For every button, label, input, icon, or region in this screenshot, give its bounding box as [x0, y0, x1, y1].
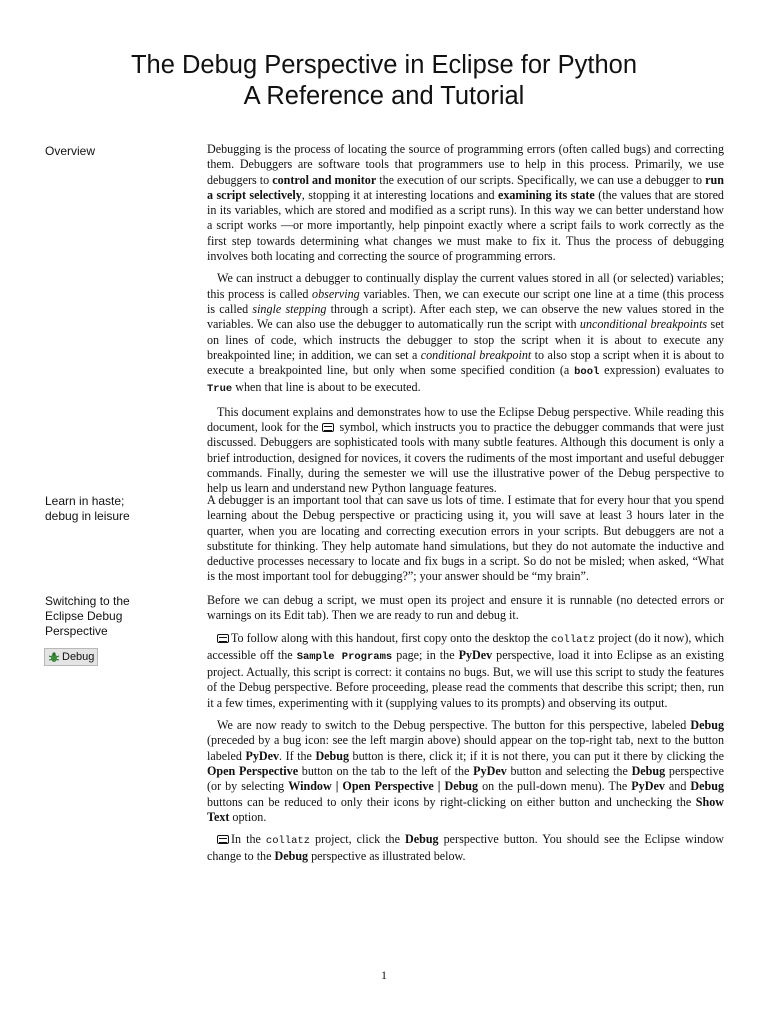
haste-paragraph-1: A debugger is an important tool that can save us lots of time. I estimate that for every hour that you spend learning about the Debug perspective or practicing using it, you will save at least 3 hours later in the quarter, when you are locating and correcting execution errors in your scripts. But debuggers are not a substitute for thinking. They help automate hand simulations, but they do not automate the inductive and deductive processes necessary to locate and fix bugs in a script. So do not be misled; when asked, “What is the most important tool for debugging?”; your answer should be “my brain”. [207, 493, 724, 584]
overview-paragraph-2: We can instruct a debugger to continually display the current values stored in all (or selected) variables; this process is called observing variables. Then, we can execute our script one line at a time (this process is called single stepping through a script). After each step, we can observe the new values stored in the variables. We can also use the debugger to automatically run the script with unconditional breakpoints set on lines of code, which instructs the debugger to stop the script when it is about to execute any breakpointed line; in addition, we can set a conditional breakpoint to also stop a script when it is about to execute a breakpointed line, but only when some specified condition (a bool expression) evaluates to True when that line is about to be executed. [207, 271, 724, 396]
switching-paragraph-1: Before we can debug a script, we must open its project and ensure it is runnable (no detected errors or warnings on its Edit tab). Then we are ready to run and debug it. [207, 593, 724, 623]
debug-perspective-button-image [44, 648, 98, 666]
overview-section [207, 142, 724, 504]
sidebar-heading-switching: Switching to the Eclipse Debug Perspective [45, 594, 130, 638]
switching-section [207, 593, 724, 872]
sidebar-heading-haste: Learn in haste; debug in leisure [45, 494, 130, 523]
title-line-1: The Debug Perspective in Eclipse for Python [130, 51, 637, 79]
title-line-2: A Reference and Tutorial [243, 82, 525, 110]
switching-paragraph-4: In the collatz project, click the Debug perspective button. You should see the Eclipse window change to the Debug perspective as illustrated below. [207, 832, 724, 864]
practice-hand-icon [322, 423, 334, 432]
sidebar-heading-overview: Overview [45, 144, 96, 158]
practice-hand-icon [217, 835, 229, 844]
haste-section [207, 493, 724, 592]
page-number: 1 [381, 968, 387, 982]
switching-paragraph-2: To follow along with this handout, first copy onto the desktop the collatz project (do it now), which accessible off the Sample Programs page; in the PyDev perspective, load it into Eclipse as an existing project. Actually, this script is correct: it contains no bugs. But, we will use this script to study the features of the Debug perspective. Before proceeding, please read the comments that describe this script; then, run it a few times, experimenting with it (supplying values to its prompts) and observing its output. [207, 630, 725, 710]
page-title [0, 50, 768, 112]
overview-paragraph-1: Debugging is the process of locating the source of programming errors (often called bugs) and correcting them. Debuggers are software tools that programmers use to help in this process. Primarily, we use debuggers to control and monitor the execution of our scripts. Specifically, we can use a debugger to run a script selectively, stopping it at interesting locations and examining its state (the values that are stored in its variables, which are stored and modified as a script runs). In this way we can better understand how a script works —or more importantly, help pinpoint exactly where a script fails to work correctly as the first step towards determining what changes we must make to fix it. Thus the process of debugging involves both locating and correcting the source of programming errors. [207, 142, 724, 264]
bug-icon [48, 651, 60, 663]
debug-button-label: Debug [62, 651, 95, 663]
practice-hand-icon [217, 634, 229, 643]
switching-paragraph-3: We are now ready to switch to the Debug perspective. The button for this perspective, labeled Debug (preceded by a bug icon: see the left margin above) should appear on the top-right tab, next to the button labeled PyDev. If the Debug button is there, click it; if it is not there, you can put it there by clicking the Open Perspective button on the tab to the left of the PyDev button and selecting the Debug perspective (or by selecting Window | Open Perspective | Debug on the pull-down menu). The PyDev and Debug buttons can be reduced to only their icons by right-clicking on either button and unchecking the Show Text option. [207, 718, 725, 824]
overview-paragraph-3: This document explains and demonstrates how to use the Eclipse Debug perspective. While reading this document, look for the symbol, which instructs you to practice the debugger commands that were just discussed. Debuggers are sophisticated tools with many subtle features. Although this document is only a brief introduction, designed for novices, it covers the rudiments of the most important and useful debugger commands. Finally, during the semester we will use the illustrative power of the Debug perspective to help us learn and understand new Python language features. [207, 404, 725, 496]
